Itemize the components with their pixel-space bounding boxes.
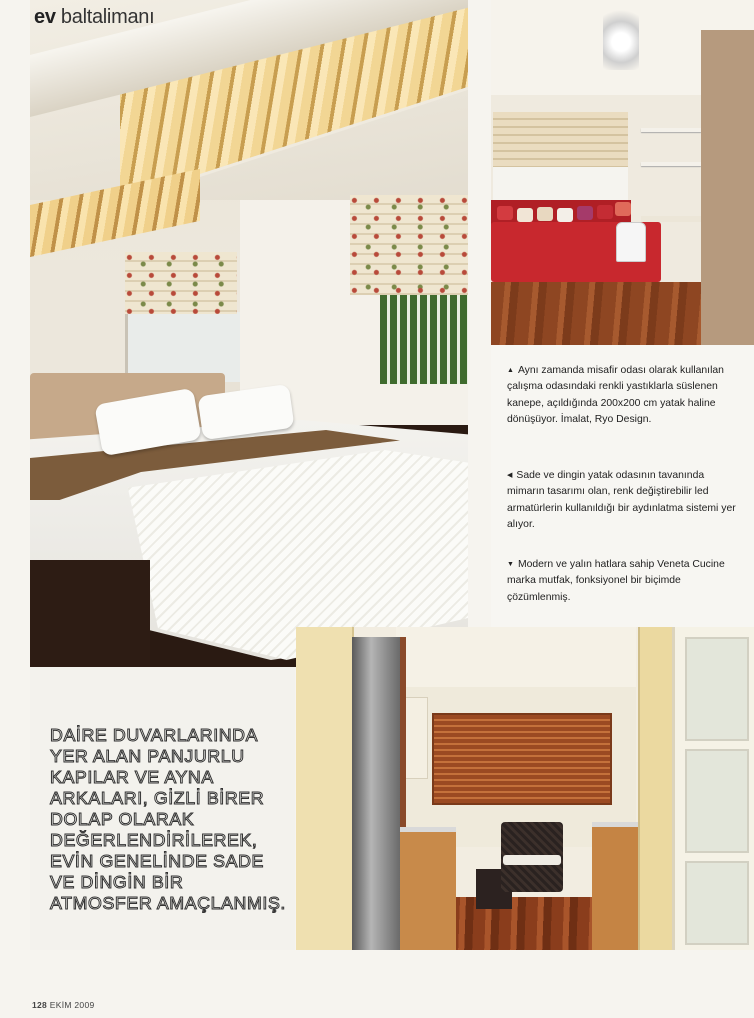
caption-text: Sade ve dingin yatak odasının tavanında mimarın tasarımı olan, renk değiştirebilir led armatürlerin kullanıldığı bir aydınlatma sistemi yer alıyor. bbox=[507, 470, 736, 531]
triangle-left-icon: ◀ bbox=[507, 472, 513, 479]
door-pane bbox=[685, 749, 749, 853]
door-pane bbox=[685, 861, 749, 945]
cushion bbox=[517, 208, 533, 222]
caption-text: Modern ve yalın hatlara sahip Veneta Cucine marka mutfak, fonksiyonel bir biçimde çözümlenmiş. bbox=[507, 559, 725, 603]
guest-room-blind bbox=[493, 112, 628, 167]
cushion bbox=[557, 208, 573, 222]
chair-cushion bbox=[503, 855, 561, 865]
cushion bbox=[577, 206, 593, 220]
pull-quote: DAİRE DUVARLARINDA YER ALAN PANJURLU KAPILAR VE AYNA ARKALARI, GİZLİ BİRER DOLAP OLARAK DEĞERLENDİRİLEREK, EVİN GENELİNDE SADE VE DİNGİN BİR ATMOSFER AMAÇLANMIŞ. bbox=[50, 725, 286, 913]
chandelier bbox=[603, 0, 639, 70]
bedroom-floor bbox=[30, 560, 150, 667]
triangle-down-icon: ▼ bbox=[507, 561, 514, 568]
door-pane bbox=[685, 637, 749, 741]
kitchen-photo bbox=[296, 627, 754, 950]
refrigerator bbox=[352, 637, 406, 950]
triangle-up-icon: ▲ bbox=[507, 367, 514, 374]
page-number: 128 bbox=[32, 1000, 48, 1010]
counter-right bbox=[592, 822, 638, 950]
office-chair bbox=[616, 222, 646, 262]
guest-room-photo bbox=[491, 0, 754, 345]
wardrobe-cabinet bbox=[701, 30, 754, 345]
captions-panel bbox=[491, 345, 754, 627]
caption-guest-room bbox=[507, 363, 739, 429]
caption-kitchen bbox=[507, 557, 739, 606]
roman-blind-left bbox=[125, 252, 237, 314]
bedroom-window-left bbox=[125, 312, 240, 382]
cushion bbox=[497, 206, 513, 220]
roman-blind-right bbox=[350, 195, 468, 295]
wall-shelf bbox=[641, 162, 701, 166]
issue-date: EKİM 2009 bbox=[49, 1000, 95, 1010]
study-desk bbox=[641, 216, 701, 222]
cushion bbox=[615, 202, 631, 216]
tall-cabinet-left bbox=[296, 627, 354, 950]
section-header bbox=[34, 6, 154, 29]
wall-shelf bbox=[641, 128, 701, 132]
caption-bedroom bbox=[507, 468, 739, 534]
counter-left bbox=[400, 827, 456, 950]
cushion bbox=[537, 207, 553, 221]
kitchen-ceiling bbox=[396, 627, 636, 687]
caption-text: Aynı zamanda misafir odası olarak kullanılan çalışma odasındaki renkli yastıklarla süslenen kanepe, açıldığında 200x200 cm yatak haline dönüşüyor. İmalat, Ryo Design. bbox=[507, 365, 724, 426]
cushion bbox=[597, 205, 613, 219]
section-label: ev bbox=[34, 6, 56, 28]
wooden-blind bbox=[432, 713, 612, 805]
glass-door bbox=[672, 627, 754, 950]
section-subtitle: baltalimanı bbox=[60, 6, 155, 28]
bedroom-window-right bbox=[380, 292, 468, 384]
bedroom-photo bbox=[30, 0, 468, 667]
callout-box bbox=[30, 667, 295, 950]
page-footer bbox=[32, 1000, 95, 1010]
tall-cabinet-right bbox=[638, 627, 674, 950]
